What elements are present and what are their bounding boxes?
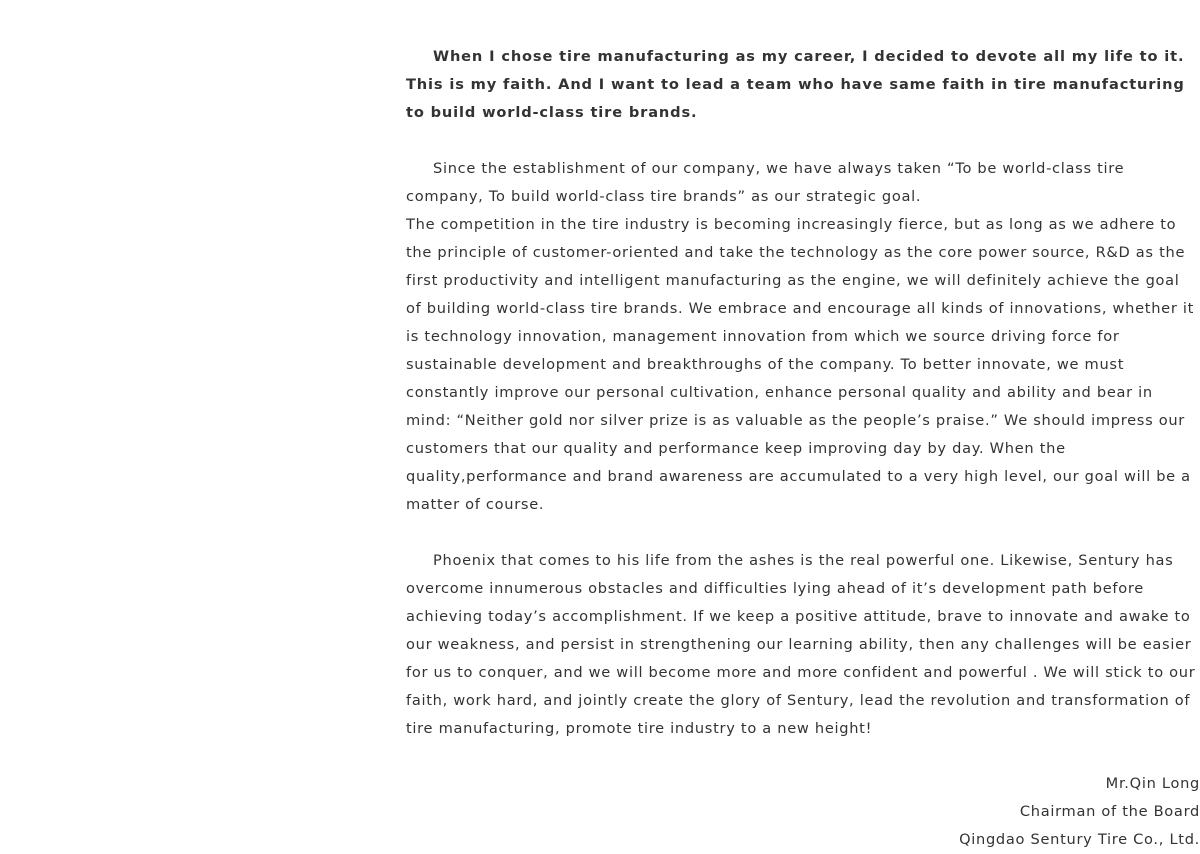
letter-paragraph-strategy: Since the establishment of our company, we have always taken “To be world-class tire company, To build world-class tire brands” as our strategic goal. — [406, 160, 1125, 205]
letter-paragraph-competition: The competition in the tire industry is becoming increasingly fierce, but as long as we adhere to the principle of customer-oriented and take the technology as the core power source, R&D as the first productivity and intelligent manufacturing as the engine, we will definitely achieve the goal of building world-class tire brands. We embrace and encourage all kinds of innovations, whether it is technology innovation, management innovation from which we source driving force for sustainable development and breakthroughs of the company. To better innovate, we must constantly improve our personal cultivation, enhance personal quality and ability and bear in mind: “Neither gold nor silver prize is as valuable as the people’s praise.” We should impress our customers that our quality and performance keep improving day by day. When the quality,performance and brand awareness are accumulated to a very high level, our goal will be a matter of course. — [406, 216, 1195, 513]
signature-name: Mr.Qin Long — [1105, 775, 1200, 792]
letter-paragraph-opening: When I chose tire manufacturing as my career, I decided to devote all my life to it. This is my faith. And I want to lead a team who have same faith in tire manufacturing to build world-class tire brands. — [406, 48, 1185, 121]
letter-body — [406, 43, 1200, 771]
signature-company: Qingdao Sentury Tire Co., Ltd. — [959, 831, 1200, 848]
signature-block — [600, 770, 1200, 854]
letter-paragraph-phoenix: Phoenix that comes to his life from the ashes is the real powerful one. Likewise, Sentury has overcome innumerous obstacles and difficulties lying ahead of it’s development path before achieving today’s accomplishment. If we keep a positive attitude, brave to innovate and awake to our weakness, and persist in strengthening our learning ability, then any challenges will be easier for us to conquer, and we will become more and more confident and powerful . We will stick to our faith, work hard, and jointly create the glory of Sentury, lead the revolution and transformation of tire manufacturing, promote tire industry to a new height! — [406, 552, 1196, 737]
signature-title: Chairman of the Board — [1019, 803, 1200, 820]
